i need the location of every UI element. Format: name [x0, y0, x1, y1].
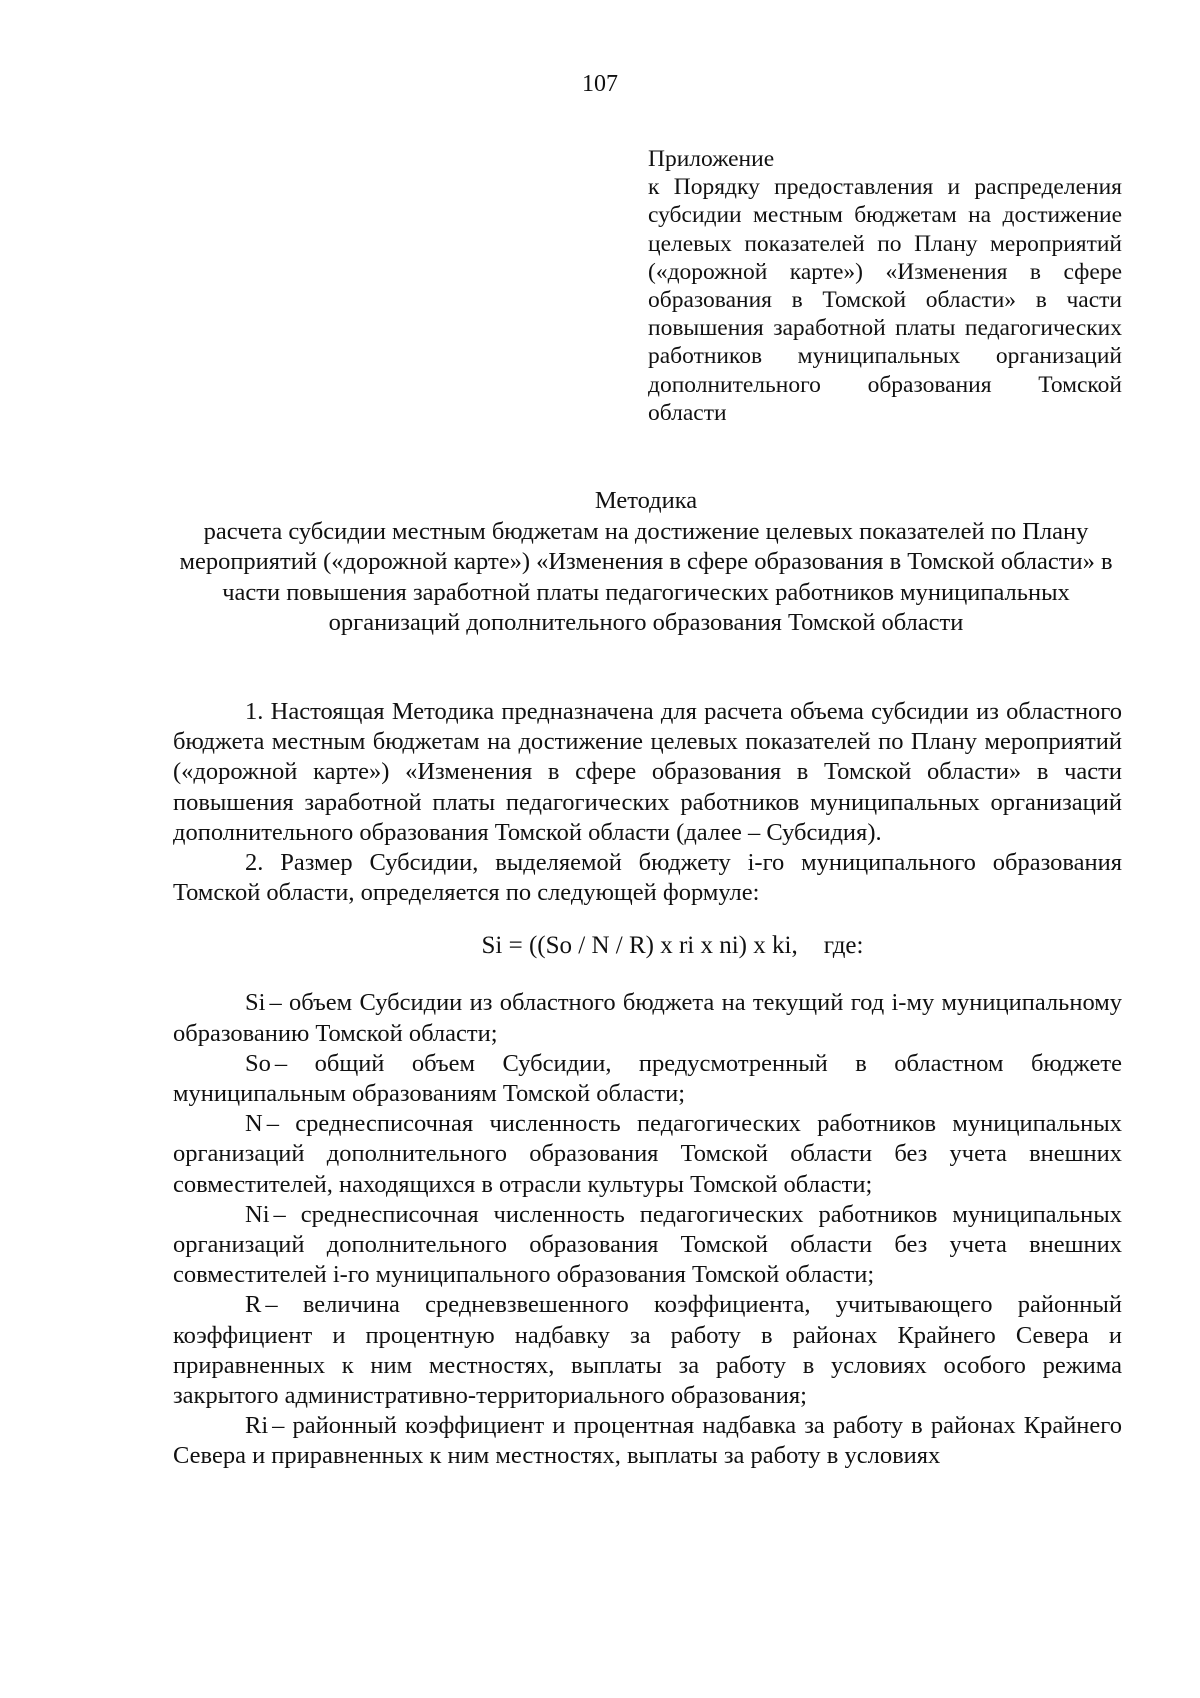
definition-symbol: So: [245, 1049, 271, 1077]
definition-ri: [173, 1411, 1122, 1471]
definition-text: – среднесписочная численность педагогических работников муниципальных организаций дополнительного образования Томской области без учета внешних совместителей, находящихся в отрасли культуры Томской области;: [173, 1110, 1122, 1198]
definition-n: [173, 1109, 1122, 1200]
definition-ni: [173, 1200, 1122, 1291]
definition-symbol: Ni: [245, 1200, 270, 1228]
definition-text: – общий объем Субсидии, предусмотренный в областном бюджете муниципальным образованиям Томской области;: [173, 1049, 1122, 1108]
definition-symbol: Si: [245, 989, 266, 1017]
definition-text: – районный коэффициент и процентная надбавка за работу в районах Крайнего Севера и приравненных к ним местностях, выплаты за работу в условиях: [173, 1412, 1122, 1470]
document-subtitle: расчета субсидии местным бюджетам на достижение целевых показателей по Плану мероприятий («дорожной карте») «Изменения в сфере образования в Томской области» в части повышения заработной платы педагогических работников муниципальных организаций дополнительного образования Томской области: [179, 517, 1113, 636]
paragraph-2: 2. Размер Субсидии, выделяемой бюджету i-го муниципального образования Томской области, определяется по следующей формуле:: [173, 849, 1122, 907]
definition-symbol: N: [245, 1110, 263, 1138]
definition-text: – объем Субсидии из областного бюджета на текущий год i-му муниципальному образованию Томской области;: [173, 989, 1122, 1047]
definition-symbol: Ri: [245, 1412, 269, 1440]
appendix-title: Приложение: [648, 146, 775, 172]
appendix-body: к Порядку предоставления и распределения субсидии местным бюджетам на достижение целевых показателей по Плану мероприятий («дорожной карте») «Изменения в сфере образования в Томской области» в части повышения заработной платы педагогических работников муниципальных организаций дополнительного образования Томской области: [648, 174, 1122, 426]
page-number: 107: [582, 71, 618, 97]
definition-si: [173, 988, 1122, 1048]
document-title: Методика: [594, 487, 698, 514]
definition-so: [173, 1049, 1122, 1109]
document-body: [173, 697, 1122, 1472]
formula-where: где:: [823, 932, 864, 960]
definition-text: – среднесписочная численность педагогических работников муниципальных организаций дополнительного образования Томской области без учета внешних совместителей i-го муниципального образования Томской области;: [173, 1200, 1122, 1289]
paragraph-1: 1. Настоящая Методика предназначена для расчета объема субсидии из областного бюджета местным бюджетам на достижение целевых показателей по Плану мероприятий («дорожной карте») «Изменения в сфере образования в Томской области» в части повышения заработной платы педагогических работников муниципальных организаций дополнительного образования Томской области (далее – Субсидия).: [173, 698, 1122, 846]
definition-r: [173, 1290, 1122, 1411]
document-heading: [170, 486, 1122, 639]
formula: [173, 930, 1122, 962]
definition-symbol: R: [245, 1291, 262, 1319]
appendix-block: [648, 145, 1122, 427]
formula-expression: Si = ((So / N / R) x ri x ni) x ki,: [481, 932, 798, 960]
definition-text: – величина средневзвешенного коэффициента, учитывающего районный коэффициент и процентную надбавку за работу в районах Крайнего Севера и приравненных к ним местностях, выплаты за работу в условиях особого режима закрытого административно-территориального образования;: [173, 1291, 1122, 1410]
